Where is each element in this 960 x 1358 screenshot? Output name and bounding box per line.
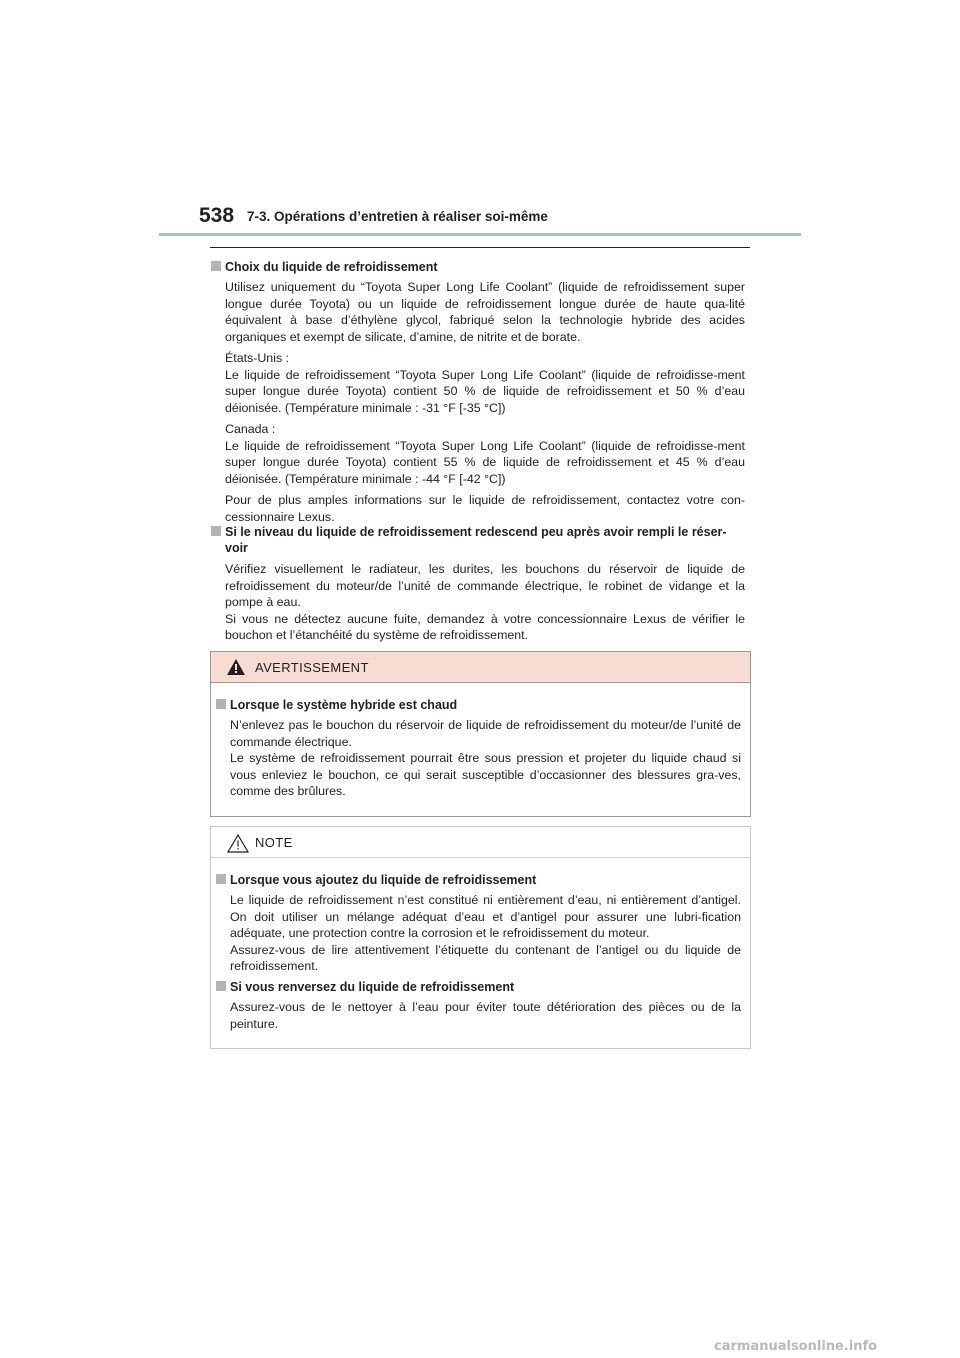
paragraph: Le liquide de refroidissement “Toyota Super Long Life Coolant” (liquide de refroidisse-ment super longue durée Toyota) contient 55 % de liquide de refroidissement et 45 % d’eau déionisée. (Température minimale : -44 °F [-42 °C]) <box>225 438 745 486</box>
section-body-coolant-choice <box>225 279 745 525</box>
note-heading-adding-coolant: Lorsque vous ajoutez du liquide de refroidissement <box>216 873 536 887</box>
page-header <box>159 200 801 240</box>
warning-text <box>230 717 741 800</box>
paragraph: Assurez-vous de lire attentivement l’étiquette du contenant de l’antigel ou du liquide de refroidissement. <box>230 942 741 973</box>
square-bullet-icon <box>216 981 226 991</box>
paragraph: Assurez-vous de le nettoyer à l’eau pour éviter toute détérioration des pièces ou de la peinture. <box>230 1000 741 1031</box>
watermark: carmanualsonline.info <box>714 1339 878 1354</box>
paragraph: Utilisez uniquement du “Toyota Super Long Life Coolant” (liquide de refroidissement super longue durée Toyota) ou un liquide de refroidissement longue durée de haute qua-lité équivalent à base d’éthylène glycol, fabriqué selon la technologie hybride des acides organiques et exempt de silicate, d’amine, de nitrite et de borate. <box>225 280 745 344</box>
note-label: NOTE <box>255 835 293 850</box>
page-number: 538 <box>199 204 235 227</box>
section-heading-coolant-choice: Choix du liquide de refroidissement <box>211 259 438 275</box>
paragraph: Le système de refroidissement pourrait être sous pression et projeter du liquide chaud si vous enleviez le bouchon, ce qui serait susceptible d’occasionner des blessures gra-ves, comme des brûlures. <box>230 751 741 798</box>
section-title: 7-3. Opérations d’entretien à réaliser soi-même <box>247 209 548 224</box>
note-text-adding-coolant <box>230 892 741 975</box>
note-text-spilled-coolant <box>230 999 741 1032</box>
square-bullet-icon <box>211 261 221 271</box>
square-bullet-icon <box>216 874 226 884</box>
paragraph: N’enlevez pas le bouchon du réservoir de liquide de refroidissement du moteur/de l’unité de commande électrique. <box>230 718 741 749</box>
paragraph: Pour de plus amples informations sur le liquide de refroidissement, contactez votre con-cessionnaire Lexus. <box>225 493 745 524</box>
warning-heading: Lorsque le système hybride est chaud <box>216 698 457 712</box>
section-body-level-drops <box>225 561 745 644</box>
square-bullet-icon <box>211 526 221 536</box>
section-heading-level-drops: Si le niveau du liquide de refroidissement redescend peu après avoir rempli le réser-voir <box>211 524 745 556</box>
paragraph: Vérifiez visuellement le radiateur, les durites, les bouchons du réservoir de liquide de refroidissement du moteur/de l’unité de commande électrique, le robinet de vidange et la pompe à eau. <box>225 562 745 609</box>
caution-triangle-icon <box>227 834 249 853</box>
warning-header <box>211 652 750 683</box>
content-top-rule <box>210 247 750 248</box>
note-heading-spilled-coolant: Si vous renversez du liquide de refroidissement <box>216 980 514 994</box>
paragraph: Le liquide de refroidissement n’est constitué ni entièrement d’eau, ni entièrement d’antigel. On doit utiliser un mélange adéquat d’eau et d’antigel pour assurer une lubri-fication adéquate, une protection contre la corrosion et le refroidissement du moteur. <box>230 893 741 940</box>
paragraph: Canada : <box>225 422 276 436</box>
square-bullet-icon <box>216 699 226 709</box>
header-rule <box>159 233 801 236</box>
note-box <box>210 826 751 1049</box>
warning-triangle-icon <box>227 659 245 675</box>
warning-box <box>210 651 751 817</box>
paragraph: États-Unis : <box>225 351 290 365</box>
warning-label: AVERTISSEMENT <box>255 660 369 675</box>
note-header <box>211 827 750 858</box>
paragraph: Si vous ne détectez aucune fuite, demandez à votre concessionnaire Lexus de vérifier le bouchon et l’étanchéité du système de refroidissement. <box>225 611 745 642</box>
paragraph: Le liquide de refroidissement “Toyota Super Long Life Coolant” (liquide de refroidisse-ment super longue durée Toyota) contient 50 % de liquide de refroidissement et 50 % d’eau déionisée. (Température minimale : -31 °F [-35 °C]) <box>225 367 745 415</box>
